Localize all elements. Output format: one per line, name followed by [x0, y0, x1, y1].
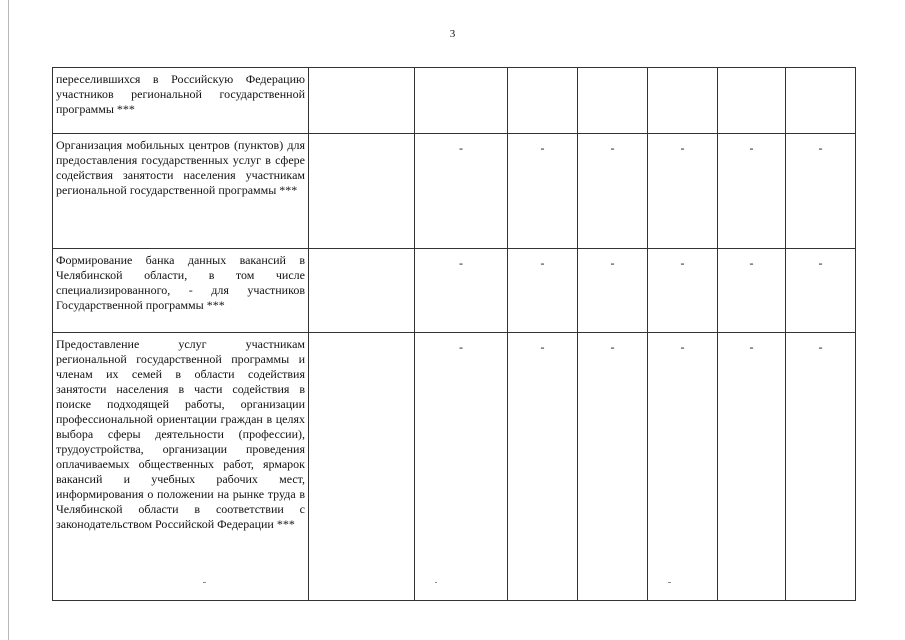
measure-description: Предоставление услуг участникам региональной государственной программы и членам их семей в области содействия занятости населения в части содействия в поиске подходящей работы, организации профессиональной ориентации граждан в целях выбора сферы деятельности (профессии), трудоустройства, организации проведения оплачиваемых общественных работ, ярмарок вакансий и учебных рабочих мест, информирования о положении на рынке труда в Челябинской области в соответствии с законодательством Российской Федерации *** — [53, 333, 309, 601]
value-cell — [718, 68, 786, 134]
value-cell — [508, 68, 578, 134]
value-cell: - — [718, 134, 786, 249]
program-measures-table — [52, 67, 856, 601]
value-cell: - — [578, 134, 648, 249]
value-cell: - — [648, 333, 718, 601]
table-row — [53, 333, 856, 601]
page-number: 3 — [449, 28, 456, 40]
scan-speck — [668, 582, 671, 583]
value-cell — [415, 68, 508, 134]
value-cell: - — [578, 333, 648, 601]
empty-cell — [309, 333, 415, 601]
value-cell: - — [415, 333, 508, 601]
value-cell: - — [786, 134, 856, 249]
value-cell: - — [508, 249, 578, 333]
value-cell: - — [718, 333, 786, 601]
table-row — [53, 249, 856, 333]
measure-description: переселившихся в Российскую Федерацию участников региональной государственной программы *** — [53, 68, 309, 134]
value-cell: - — [508, 134, 578, 249]
value-cell: - — [508, 333, 578, 601]
empty-cell — [309, 249, 415, 333]
scan-speck — [203, 582, 206, 583]
value-cell: - — [718, 249, 786, 333]
empty-cell — [309, 68, 415, 134]
value-cell: - — [578, 249, 648, 333]
value-cell: - — [648, 249, 718, 333]
value-cell: - — [415, 134, 508, 249]
value-cell: - — [786, 333, 856, 601]
table-row — [53, 134, 856, 249]
value-cell — [648, 68, 718, 134]
measure-description: Организация мобильных центров (пунктов) для предоставления государственных услуг в сфере содействия занятости населения участникам региональной государственной программы *** — [53, 134, 309, 249]
value-cell: - — [415, 249, 508, 333]
empty-cell — [309, 134, 415, 249]
table-row — [53, 68, 856, 134]
measure-description: Формирование банка данных вакансий в Челябинской области, в том числе специализированного, - для участников Государственной программы *** — [53, 249, 309, 333]
scan-speck — [435, 582, 437, 583]
value-cell — [786, 68, 856, 134]
value-cell — [578, 68, 648, 134]
scan-margin-line — [8, 0, 9, 640]
value-cell: - — [648, 134, 718, 249]
value-cell: - — [786, 249, 856, 333]
